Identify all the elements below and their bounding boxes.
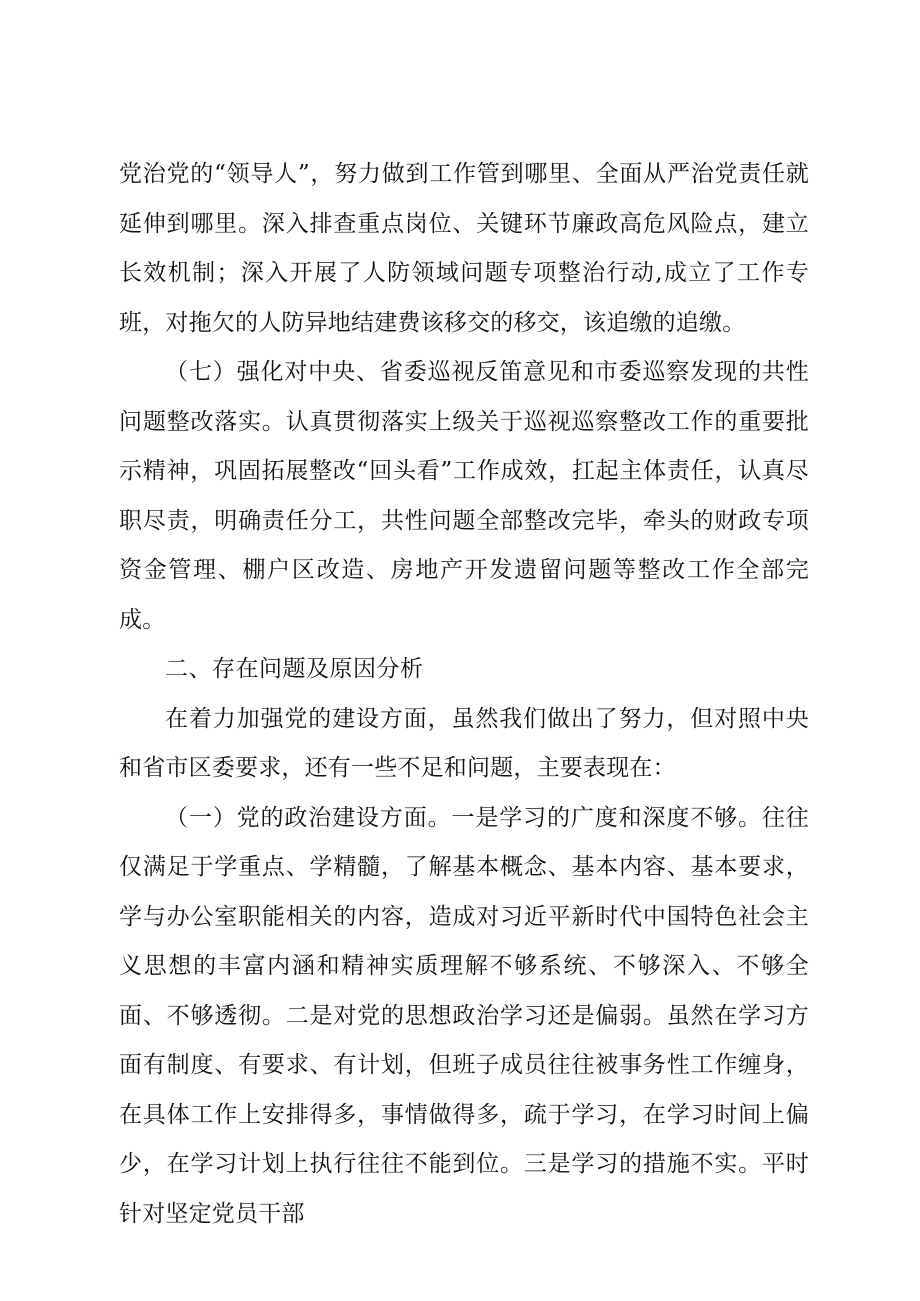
section-heading-problems-analysis: 二、存在问题及原因分析: [165, 656, 424, 682]
document-body: [119, 150, 809, 1239]
paragraph-political-construction: （一）党的政治建设方面。一是学习的广度和深度不够。往往仅满足于学重点、学精髓，了解基本概念、基本内容、基本要求，学与办公室职能相关的内容，造成对习近平新时代中国特色社会主义思想的丰富内涵和精神实质理解不够系统、不够深入、不够全面、不够透彻。二是对党的思想政治学习还是偏弱。虽然在学习方面有制度、有要求、有计划，但班子成员往往被事务性工作缠身，在具体工作上安排得多，事情做得多，疏于学习，在学习时间上偏少，在学习计划上执行往往不能到位。三是学习的措施不实。平时针对坚定党员干部: [119, 804, 809, 1227]
paragraph-intro-problems: 在着力加强党的建设方面，虽然我们做出了努力，但对照中央和省市区委要求，还有一些不足和问题，主要表现在：: [119, 705, 809, 781]
paragraph-section-seven: （七）强化对中央、省委巡视反笛意见和市委巡察发现的共性问题整改落实。认真贯彻落实上级关于巡视巡察整改工作的重要批示精神，巩固拓展整改“回头看”工作成效，扛起主体责任，认真尽职尽责，明确责任分工，共性问题全部整改完毕，牵头的财政专项资金管理、棚户区改造、房地产开发遗留问题等整改工作全部完成。: [119, 359, 809, 633]
paragraph-continuation: 党治党的“领导人”，努力做到工作管到哪里、全面从严治党责任就延伸到哪里。深入排查重点岗位、关键环节廉政高危风险点，建立长效机制；深入开展了人防领域问题专项整治行动,成立了工作专班，对拖欠的人防异地结建费该移交的移交，该追缴的追缴。: [119, 161, 809, 336]
